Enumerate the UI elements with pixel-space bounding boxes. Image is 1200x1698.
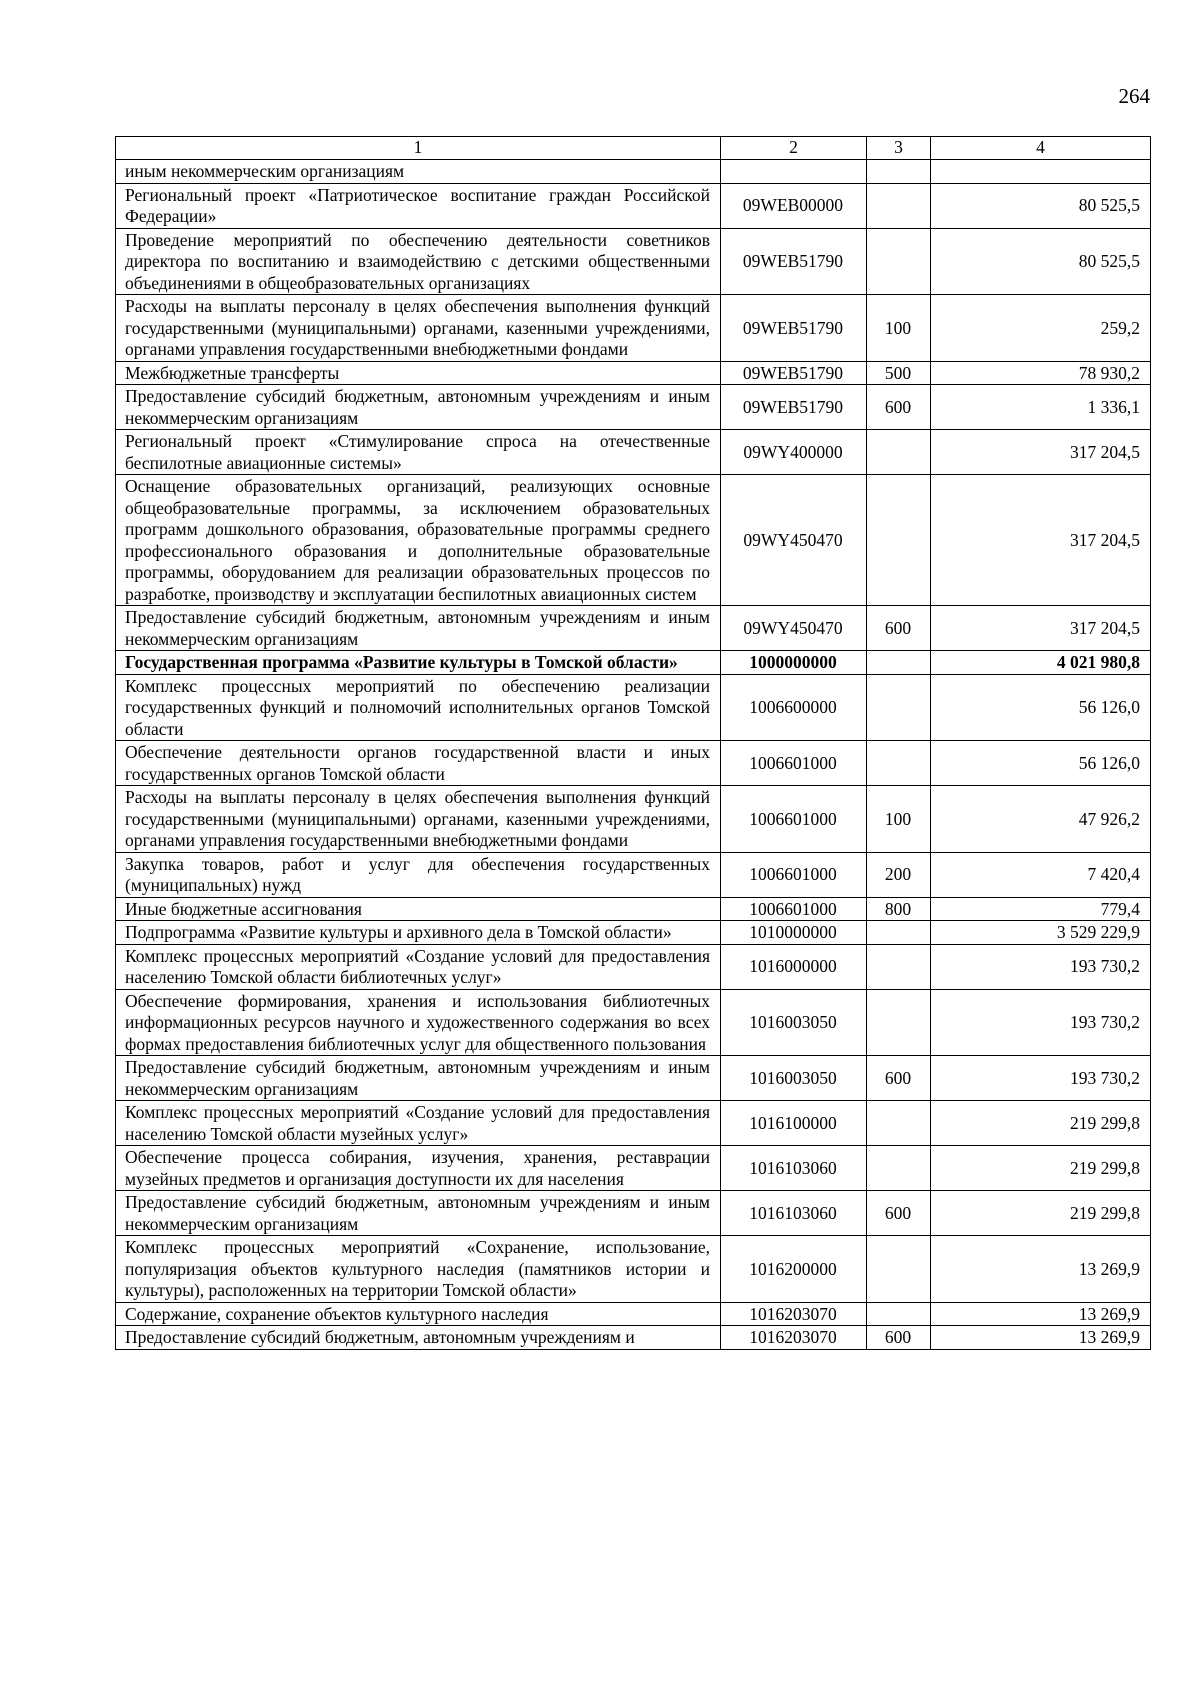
row-expense-type [867, 160, 931, 184]
row-code: 1016100000 [721, 1101, 867, 1146]
row-name: Иные бюджетные ассигнования [116, 897, 721, 921]
table-row [116, 674, 1151, 741]
row-expense-type: 600 [867, 606, 931, 651]
table-row [116, 1191, 1151, 1236]
row-code: 1006601000 [721, 786, 867, 853]
row-amount: 3 529 229,9 [931, 921, 1151, 945]
row-code: 1016200000 [721, 1236, 867, 1303]
row-expense-type [867, 1101, 931, 1146]
row-expense-type: 100 [867, 786, 931, 853]
row-amount: 47 926,2 [931, 786, 1151, 853]
row-amount: 317 204,5 [931, 475, 1151, 606]
table-row [116, 606, 1151, 651]
row-name: Предоставление субсидий бюджетным, автономным учреждениям и иным некоммерческим организациям [116, 1191, 721, 1236]
row-expense-type: 600 [867, 1056, 931, 1101]
row-expense-type [867, 430, 931, 475]
page-number: 264 [1118, 84, 1150, 108]
table-row [116, 989, 1151, 1056]
row-amount: 193 730,2 [931, 989, 1151, 1056]
row-code: 1000000000 [721, 651, 867, 675]
column-header-1: 1 [116, 137, 721, 160]
table-row [116, 385, 1151, 430]
row-amount: 779,4 [931, 897, 1151, 921]
row-name: Региональный проект «Патриотическое воспитание граждан Российской Федерации» [116, 183, 721, 228]
row-expense-type [867, 228, 931, 295]
row-name: Проведение мероприятий по обеспечению деятельности советников директора по воспитанию и взаимодействию с детскими общественными объединениями в общеобразовательных организациях [116, 228, 721, 295]
row-amount [931, 160, 1151, 184]
row-expense-type: 600 [867, 1326, 931, 1350]
row-expense-type: 100 [867, 295, 931, 362]
row-name: Расходы на выплаты персоналу в целях обеспечения выполнения функций государственными (муниципальными) органами, казенными учреждениями, органами управления государственными внебюджетными фондами [116, 786, 721, 853]
row-amount: 80 525,5 [931, 228, 1151, 295]
row-name: иным некоммерческим организациям [116, 160, 721, 184]
row-code: 1006601000 [721, 852, 867, 897]
row-name: Расходы на выплаты персоналу в целях обеспечения выполнения функций государственными (муниципальными) органами, казенными учреждениями, органами управления государственными внебюджетными фондами [116, 295, 721, 362]
row-code: 1016103060 [721, 1191, 867, 1236]
row-amount: 193 730,2 [931, 1056, 1151, 1101]
row-name: Обеспечение формирования, хранения и использования библиотечных информационных ресурсов научного и художественного содержания во всех формах предоставления библиотечных услуг для общественного пользования [116, 989, 721, 1056]
row-code: 1006600000 [721, 674, 867, 741]
row-code: 09WEB51790 [721, 361, 867, 385]
row-expense-type [867, 1146, 931, 1191]
row-expense-type [867, 1302, 931, 1326]
row-name: Комплекс процессных мероприятий «Создание условий для предоставления населению Томской области библиотечных услуг» [116, 944, 721, 989]
row-amount: 219 299,8 [931, 1146, 1151, 1191]
table-row [116, 786, 1151, 853]
table-row [116, 1302, 1151, 1326]
row-code: 1016003050 [721, 989, 867, 1056]
budget-table [115, 136, 1151, 1350]
row-amount: 1 336,1 [931, 385, 1151, 430]
row-name: Обеспечение деятельности органов государственной власти и иных государственных органов Томской области [116, 741, 721, 786]
table-row [116, 430, 1151, 475]
column-header-2: 2 [721, 137, 867, 160]
row-name: Региональный проект «Стимулирование спроса на отечественные беспилотные авиационные системы» [116, 430, 721, 475]
row-name: Предоставление субсидий бюджетным, автономным учреждениям и иным некоммерческим организациям [116, 606, 721, 651]
row-code: 09WEB51790 [721, 228, 867, 295]
row-expense-type [867, 989, 931, 1056]
table-row [116, 1056, 1151, 1101]
row-code: 09WY400000 [721, 430, 867, 475]
row-code: 1016003050 [721, 1056, 867, 1101]
table-row [116, 897, 1151, 921]
table-row [116, 1236, 1151, 1303]
row-code: 09WY450470 [721, 606, 867, 651]
table-row [116, 295, 1151, 362]
row-expense-type: 500 [867, 361, 931, 385]
header-row [116, 137, 1151, 160]
table-row [116, 852, 1151, 897]
table-row [116, 475, 1151, 606]
row-name: Предоставление субсидий бюджетным, автономным учреждениям и [116, 1326, 721, 1350]
table-row [116, 183, 1151, 228]
row-amount: 13 269,9 [931, 1302, 1151, 1326]
row-name: Межбюджетные трансферты [116, 361, 721, 385]
row-name: Подпрограмма «Развитие культуры и архивного дела в Томской области» [116, 921, 721, 945]
row-code: 1016103060 [721, 1146, 867, 1191]
row-name: Оснащение образовательных организаций, реализующих основные общеобразовательные программы, за исключением образовательных программ дошкольного образования, образовательные программы среднего профессионального образования и дополнительные образовательные программы, оборудованием для реализации образовательных процессов по разработке, производству и эксплуатации беспилотных авиационных систем [116, 475, 721, 606]
row-code: 09WEB00000 [721, 183, 867, 228]
row-code: 09WY450470 [721, 475, 867, 606]
table-row [116, 160, 1151, 184]
column-header-4: 4 [931, 137, 1151, 160]
row-code [721, 160, 867, 184]
row-amount: 56 126,0 [931, 741, 1151, 786]
row-amount: 80 525,5 [931, 183, 1151, 228]
table-row [116, 361, 1151, 385]
row-expense-type: 200 [867, 852, 931, 897]
row-amount: 7 420,4 [931, 852, 1151, 897]
row-name: Государственная программа «Развитие культуры в Томской области» [116, 651, 721, 675]
row-expense-type [867, 674, 931, 741]
row-amount: 317 204,5 [931, 430, 1151, 475]
row-code: 1016203070 [721, 1302, 867, 1326]
row-name: Комплекс процессных мероприятий по обеспечению реализации государственных функций и полномочий исполнительных органов Томской области [116, 674, 721, 741]
row-amount: 13 269,9 [931, 1236, 1151, 1303]
row-amount: 78 930,2 [931, 361, 1151, 385]
row-expense-type [867, 921, 931, 945]
row-name: Обеспечение процесса собирания, изучения, хранения, реставрации музейных предметов и организация доступности их для населения [116, 1146, 721, 1191]
row-code: 1006601000 [721, 897, 867, 921]
table-row [116, 651, 1151, 675]
row-expense-type: 600 [867, 1191, 931, 1236]
row-name: Предоставление субсидий бюджетным, автономным учреждениям и иным некоммерческим организациям [116, 385, 721, 430]
row-amount: 219 299,8 [931, 1191, 1151, 1236]
row-expense-type: 800 [867, 897, 931, 921]
row-expense-type [867, 183, 931, 228]
table-row [116, 741, 1151, 786]
row-code: 1010000000 [721, 921, 867, 945]
row-amount: 193 730,2 [931, 944, 1151, 989]
row-expense-type [867, 741, 931, 786]
row-amount: 317 204,5 [931, 606, 1151, 651]
row-code: 1006601000 [721, 741, 867, 786]
row-amount: 4 021 980,8 [931, 651, 1151, 675]
row-code: 1016203070 [721, 1326, 867, 1350]
row-expense-type [867, 651, 931, 675]
row-amount: 259,2 [931, 295, 1151, 362]
row-amount: 56 126,0 [931, 674, 1151, 741]
row-code: 09WEB51790 [721, 385, 867, 430]
table-row [116, 1146, 1151, 1191]
row-code: 09WEB51790 [721, 295, 867, 362]
row-name: Закупка товаров, работ и услуг для обеспечения государственных (муниципальных) нужд [116, 852, 721, 897]
row-code: 1016000000 [721, 944, 867, 989]
row-expense-type [867, 475, 931, 606]
column-header-3: 3 [867, 137, 931, 160]
row-name: Содержание, сохранение объектов культурного наследия [116, 1302, 721, 1326]
row-amount: 13 269,9 [931, 1326, 1151, 1350]
row-name: Комплекс процессных мероприятий «Создание условий для предоставления населению Томской области музейных услуг» [116, 1101, 721, 1146]
row-expense-type [867, 944, 931, 989]
table-row [116, 228, 1151, 295]
row-name: Комплекс процессных мероприятий «Сохранение, использование, популяризация объектов культурного наследия (памятников истории и культуры), расположенных на территории Томской области» [116, 1236, 721, 1303]
row-amount: 219 299,8 [931, 1101, 1151, 1146]
row-expense-type [867, 1236, 931, 1303]
row-name: Предоставление субсидий бюджетным, автономным учреждениям и иным некоммерческим организациям [116, 1056, 721, 1101]
table-row [116, 1101, 1151, 1146]
table-row [116, 944, 1151, 989]
row-expense-type: 600 [867, 385, 931, 430]
table-row [116, 1326, 1151, 1350]
table-body [116, 160, 1151, 1350]
table-row [116, 921, 1151, 945]
